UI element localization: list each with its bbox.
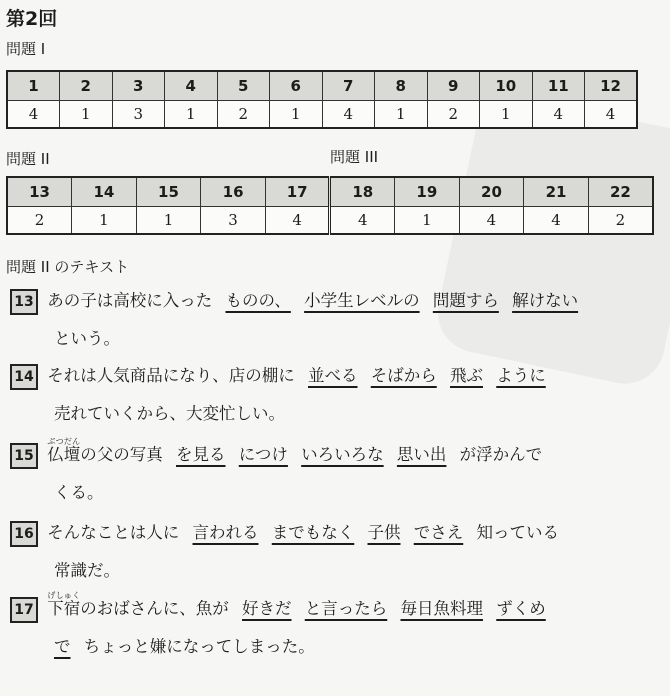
underlined-phrase: 飛ぶ (450, 366, 483, 385)
underlined-phrase: 子供 (367, 523, 401, 542)
table-cell: 14 (72, 177, 137, 207)
underlined-phrase: いろいろな (301, 445, 384, 464)
answer-table-2 (6, 176, 654, 235)
table-cell: 1 (375, 101, 428, 129)
table-cell: 16 (201, 177, 266, 207)
table-cell: 1 (72, 207, 137, 235)
table-cell: 8 (375, 71, 428, 101)
table-row (7, 71, 637, 101)
table-cell: 4 (532, 101, 585, 129)
question-number: 15 (10, 443, 38, 469)
ruby-base: 仏壇 (47, 445, 81, 464)
sentence-continuation: ちょっと嫌になってしまった。 (83, 637, 315, 656)
table-cell: 3 (112, 71, 165, 101)
table-cell: 5 (217, 71, 270, 101)
sentence-text: が浮かんで (459, 445, 543, 464)
sentence-text: あの子は高校に入った (47, 291, 213, 310)
text-section-label: 問題 II のテキスト (6, 258, 130, 276)
question-number: 16 (10, 521, 38, 547)
question-number: 17 (10, 597, 38, 623)
question-item (10, 436, 662, 516)
table-cell: 2 (217, 101, 270, 129)
table-cell: 7 (322, 71, 375, 101)
table-cell: 2 (427, 101, 480, 129)
sentence-continuation: という。 (54, 329, 120, 348)
table-cell: 1 (7, 71, 60, 101)
underlined-phrase: 言われる (192, 523, 259, 542)
table-cell: 1 (395, 207, 460, 235)
ruby-base: 下宿 (47, 599, 81, 618)
section-1-label: 問題 I (6, 40, 46, 58)
sentence-text: のおばさんに、魚が (80, 599, 229, 618)
underlined-phrase: と言ったら (304, 599, 388, 618)
table-cell: 4 (330, 207, 395, 235)
table-cell: 12 (585, 71, 638, 101)
underlined-phrase: ものの、 (225, 291, 291, 310)
underlined-phrase: 小学生レベルの (304, 291, 420, 310)
table-cell: 1 (136, 207, 201, 235)
section-2-label: 問題 II (6, 150, 50, 168)
page-title: 第2回 (6, 8, 58, 30)
question-item (10, 514, 662, 594)
sentence-continuation: 常識だ。 (54, 561, 120, 580)
underlined-phrase: 思い出 (396, 445, 447, 464)
table-row (7, 101, 637, 129)
table-cell: 13 (7, 177, 72, 207)
sentence-text: の父の写真 (80, 445, 163, 464)
table-cell: 6 (270, 71, 323, 101)
underlined-phrase: につけ (238, 445, 288, 464)
table-cell: 2 (588, 207, 653, 235)
table-cell: 3 (112, 101, 165, 129)
underlined-phrase: 毎日魚料理 (400, 599, 483, 618)
section-3-label: 問題 III (330, 148, 379, 166)
sentence-continuation: 売れていくから、大変忙しい。 (54, 404, 285, 423)
table-cell: 10 (480, 71, 533, 101)
table-cell: 4 (585, 101, 638, 129)
table-cell: 1 (480, 101, 533, 129)
sentence-text: 知っている (476, 523, 559, 542)
underlined-phrase: ように (496, 366, 546, 385)
underlined-phrase: 並べる (308, 366, 358, 385)
question-number: 14 (10, 364, 38, 390)
table-row (7, 207, 653, 235)
table-cell: 11 (532, 71, 585, 101)
question-item (10, 590, 662, 680)
ruby-reading: げしゅく (47, 591, 81, 600)
table-cell: 4 (322, 101, 375, 129)
question-item (10, 282, 662, 362)
table-row (7, 177, 653, 207)
underlined-phrase: までもなく (271, 523, 355, 542)
table-cell: 4 (265, 207, 330, 235)
table-cell: 2 (7, 207, 72, 235)
underlined-phrase: で (54, 637, 71, 656)
table-cell: 18 (330, 177, 395, 207)
answer-table-1 (6, 70, 638, 129)
table-cell: 9 (427, 71, 480, 101)
table-cell: 4 (524, 207, 589, 235)
ruby-reading: ぶつだん (47, 437, 81, 446)
table-cell: 3 (201, 207, 266, 235)
underlined-phrase: でさえ (413, 523, 464, 542)
ruby-word (47, 437, 81, 464)
underlined-phrase: 問題すら (432, 291, 499, 310)
table-cell: 21 (524, 177, 589, 207)
table-cell: 20 (459, 177, 524, 207)
sentence-text: それは人気商品になり、店の棚に (47, 366, 295, 385)
table-cell: 1 (165, 101, 218, 129)
sentence-continuation: くる。 (54, 483, 104, 502)
question-item (10, 357, 662, 437)
table-cell: 4 (165, 71, 218, 101)
underlined-phrase: そばから (370, 366, 437, 385)
table-cell: 4 (7, 101, 60, 129)
underlined-phrase: ずくめ (496, 599, 546, 618)
table-cell: 2 (60, 71, 113, 101)
underlined-phrase: を見る (176, 445, 226, 464)
table-cell: 4 (459, 207, 524, 235)
table-cell: 17 (265, 177, 330, 207)
underlined-phrase: 好きだ (242, 599, 292, 618)
table-cell: 1 (270, 101, 323, 129)
underlined-phrase: 解けない (512, 291, 579, 310)
ruby-word (47, 591, 81, 618)
table-cell: 22 (588, 177, 653, 207)
question-number: 13 (10, 289, 38, 315)
sentence-text: そんなことは人に (47, 523, 180, 542)
table-cell: 15 (136, 177, 201, 207)
table-cell: 19 (395, 177, 460, 207)
table-cell: 1 (60, 101, 113, 129)
